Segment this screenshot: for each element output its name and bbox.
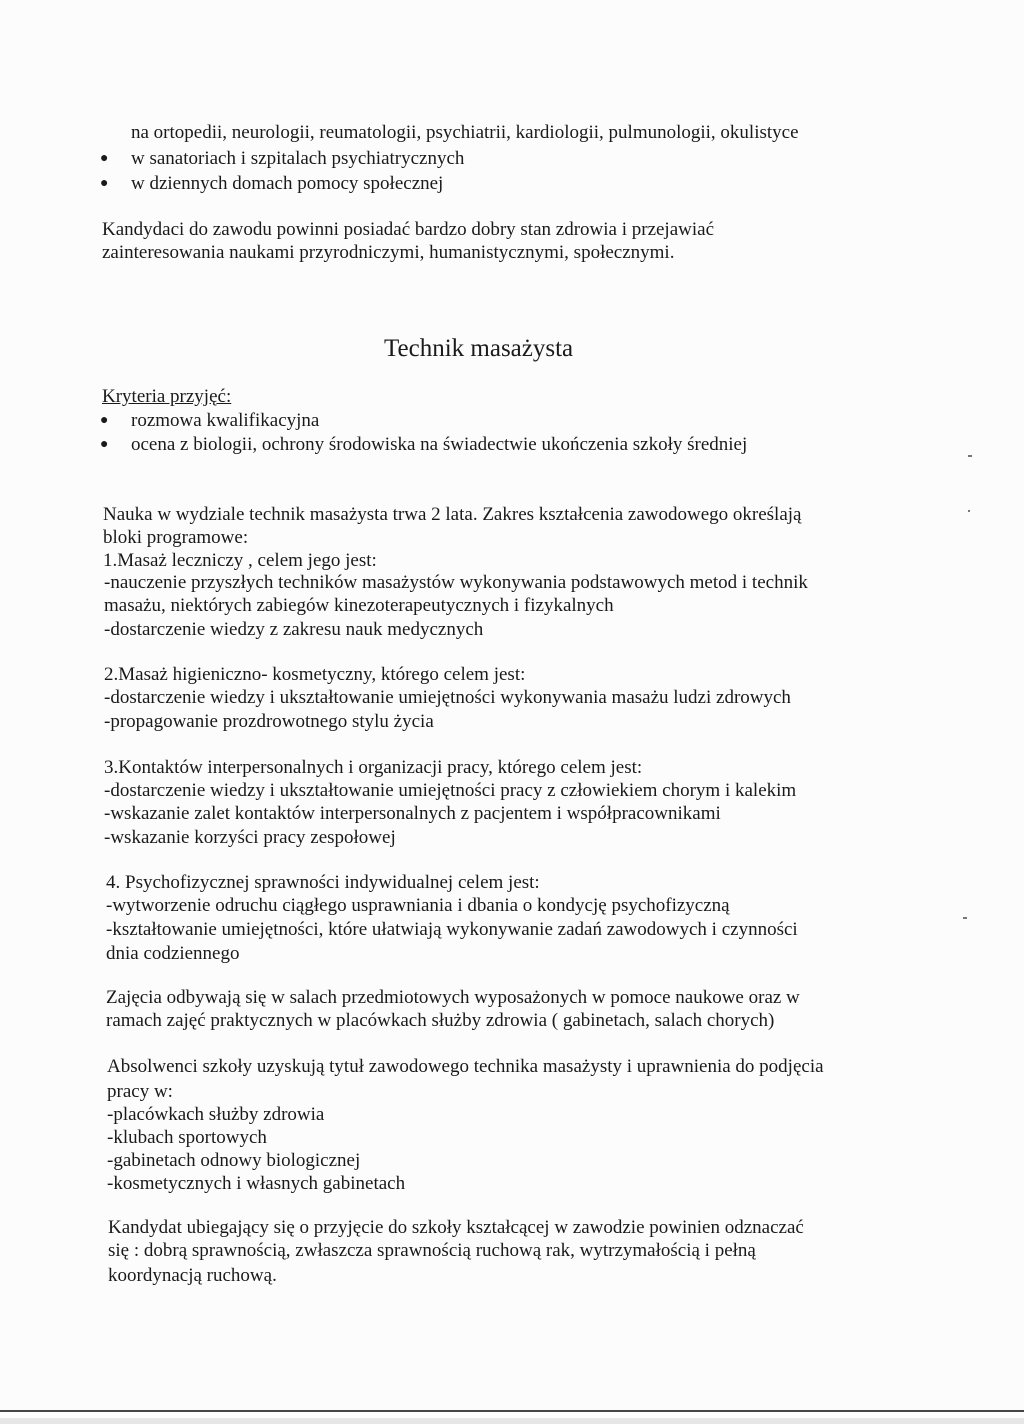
section-title: Technik masażysta [384,335,574,362]
block2-line: 2.Masaż higieniczno- kosmetyczny, którego celem jest: [104,664,526,685]
study-line: 1.Masaż leczniczy , celem jego jest: [103,550,377,571]
bullet-icon: ● [100,176,109,191]
study-line: masażu, niektórych zabiegów kinezoterapeutycznych i fizykalnych [104,595,614,616]
block4-line: 4. Psychofizycznej sprawności indywidualnej celem jest: [106,872,540,893]
scan-edge-shadow [0,1418,1024,1424]
bullet-icon: ● [100,437,109,452]
block2-line: -propagowanie prozdrowotnego stylu życia [104,711,434,732]
graduates-line: -kosmetycznych i własnych gabinetach [107,1173,406,1194]
classes-line: Zajęcia odbywają się w salach przedmiotowych wyposażonych w pomoce naukowe oraz w [106,987,800,1008]
block4-line: -wytworzenie odruchu ciągłego usprawniania i dbania o kondycję psychofizyczną [106,895,730,916]
criteria-item: ocena z biologii, ochrony środowiska na świadectwie ukończenia szkoły średniej [131,434,748,455]
intro-bullet-item: w dziennych domach pomocy społecznej [131,173,444,194]
graduates-line: -placówkach służby zdrowia [107,1104,325,1125]
requirements-line: Kandydaci do zawodu powinni posiadać bardzo dobry stan zdrowia i przejawiać [102,219,715,240]
scan-speck [968,455,972,457]
candidate-line: koordynacją ruchową. [108,1265,277,1286]
study-line: -dostarczenie wiedzy z zakresu nauk medycznych [104,619,484,640]
bullet-icon: ● [100,151,109,166]
classes-line: ramach zajęć praktycznych w placówkach służby zdrowia ( gabinetach, salach chorych) [106,1010,775,1031]
block3-line: -dostarczenie wiedzy i ukształtowanie umiejętności pracy z człowiekiem chorym i kalekim [104,780,797,801]
graduates-line: Absolwenci szkoły uzyskują tytuł zawodowego technika masażysty i uprawnienia do podjęcia [107,1056,824,1077]
candidate-line: się : dobrą sprawnością, zwłaszcza sprawnością ruchową rak, wytrzymałością i pełną [108,1240,756,1261]
graduates-line: pracy w: [107,1081,173,1102]
scan-speck [968,510,970,512]
intro-continuation-line: na ortopedii, neurologii, reumatologii, psychiatrii, kardiologii, pulmunologii, okulistyce [131,122,799,143]
block2-line: -dostarczenie wiedzy i ukształtowanie umiejętności wykonywania masażu ludzi zdrowych [104,687,791,708]
graduates-line: -klubach sportowych [107,1127,267,1148]
criteria-heading: Kryteria przyjęć: [102,386,232,407]
block4-line: -kształtowanie umiejętności, które ułatwiają wykonywanie zadań zawodowych i czynności [106,919,798,940]
intro-bullet-item: w sanatoriach i szpitalach psychiatrycznych [131,148,465,169]
block4-line: dnia codziennego [106,943,240,964]
requirements-line: zainteresowania naukami przyrodniczymi, humanistycznymi, społecznymi. [102,242,675,263]
graduates-line: -gabinetach odnowy biologicznej [107,1150,361,1171]
scan-edge-line [0,1410,1024,1412]
candidate-line: Kandydat ubiegający się o przyjęcie do szkoły kształcącej w zawodzie powinien odznaczać [108,1217,804,1238]
study-line: -nauczenie przyszłych techników masażystów wykonywania podstawowych metod i technik [104,572,808,593]
criteria-item: rozmowa kwalifikacyjna [131,410,320,431]
scan-speck [963,917,967,919]
block3-line: -wskazanie zalet kontaktów interpersonalnych z pacjentem i współpracownikami [104,803,721,824]
study-line: Nauka w wydziale technik masażysta trwa 2 lata. Zakres kształcenia zawodowego określają [103,504,802,525]
block3-line: 3.Kontaktów interpersonalnych i organizacji pracy, którego celem jest: [104,757,643,778]
block3-line: -wskazanie korzyści pracy zespołowej [104,827,396,848]
study-line: bloki programowe: [103,527,249,548]
bullet-icon: ● [100,413,109,428]
